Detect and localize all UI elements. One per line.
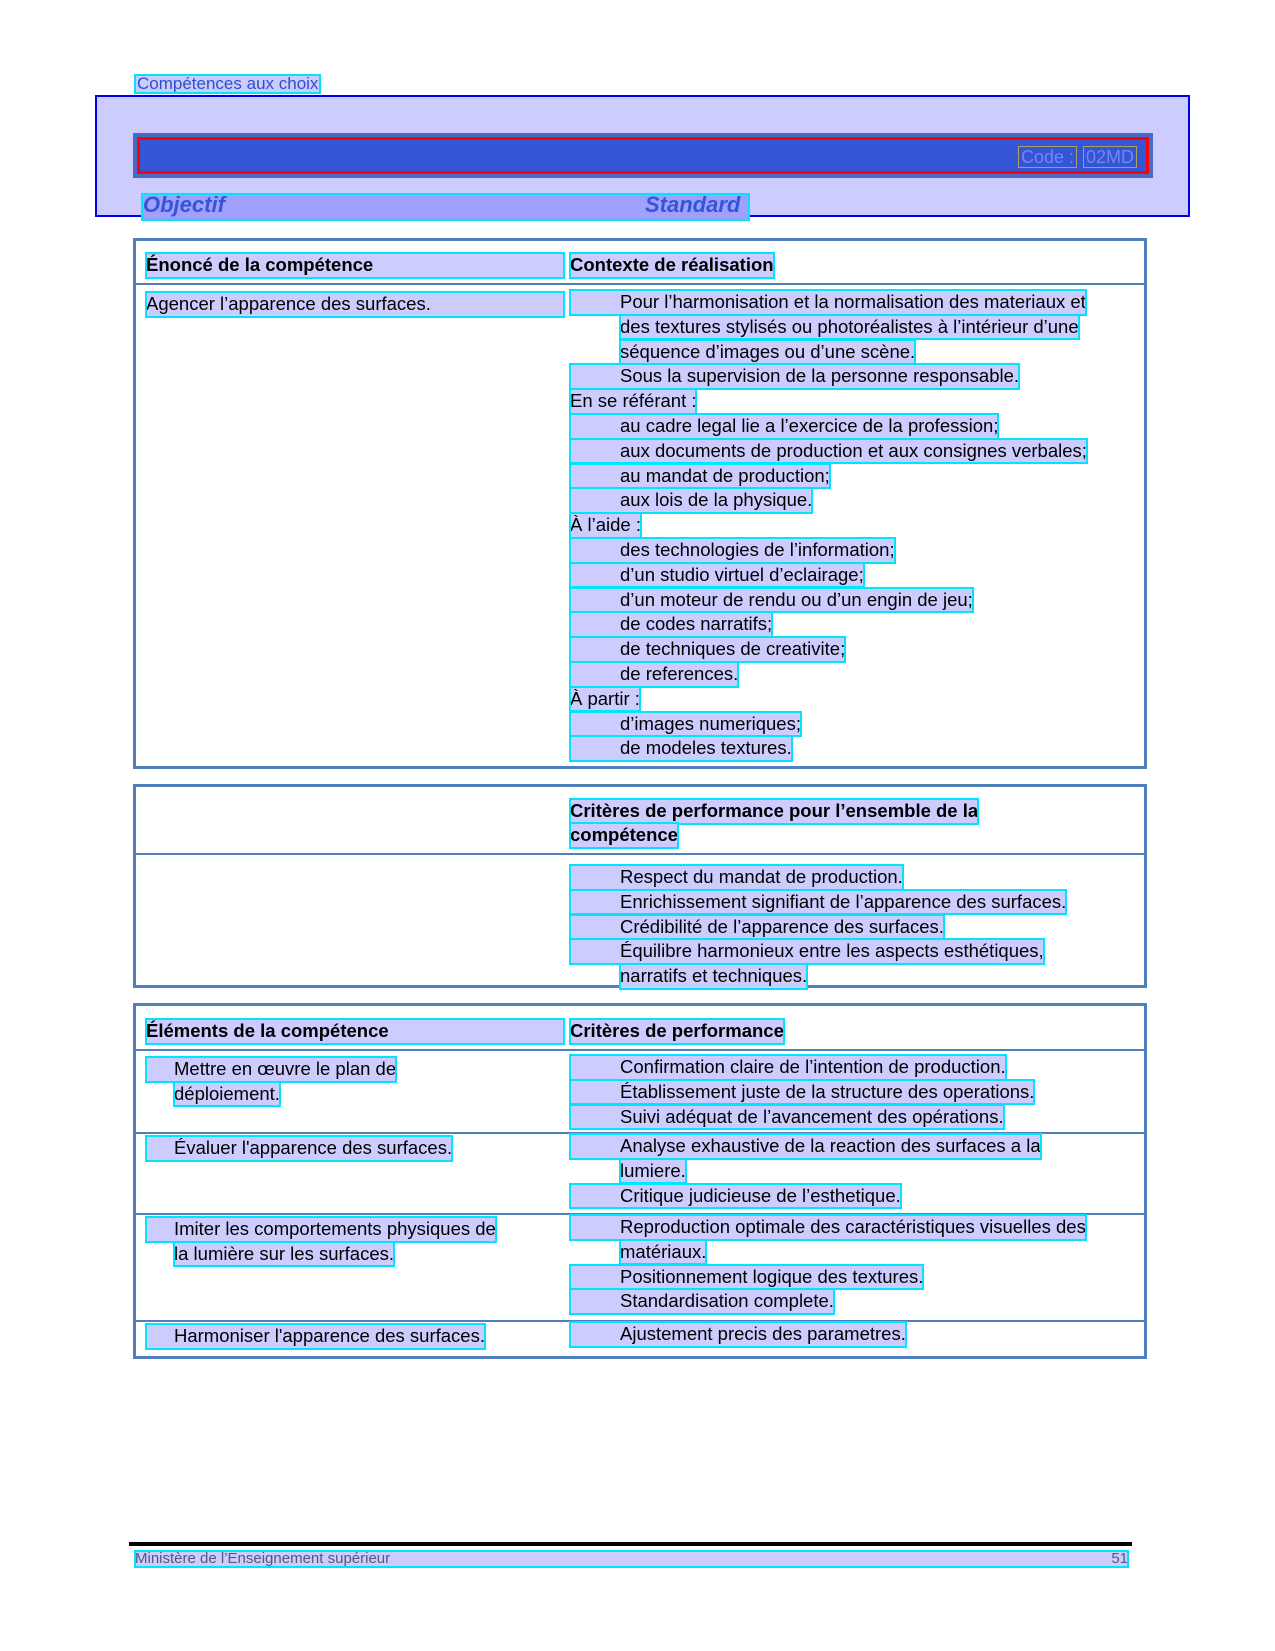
list-item: narratifs et techniques. — [620, 964, 807, 989]
header-divider — [136, 853, 1144, 855]
header-divider — [136, 283, 1144, 285]
list-item: Reproduction optimale des caractéristiques visuelles des — [570, 1215, 1086, 1240]
context-header: Contexte de réalisation — [570, 253, 774, 278]
element-text: la lumière sur les surfaces. — [174, 1242, 394, 1267]
element-text: Mettre en œuvre le plan de — [146, 1057, 396, 1082]
objective-label: Objectif — [143, 192, 225, 217]
list-item: Crédibilité de l’apparence des surfaces. — [570, 915, 944, 940]
global-criteria-header-line2: compétence — [570, 823, 678, 848]
list-item: d’un studio virtuel d’eclairage; — [570, 563, 864, 588]
list-item: Respect du mandat de production. — [570, 865, 903, 890]
statement-header: Énoncé de la compétence — [146, 253, 564, 278]
code-bar — [133, 133, 1153, 178]
list-item: Équilibre harmonieux entre les aspects esthétiques, — [570, 939, 1044, 964]
list-label: À partir : — [570, 687, 640, 712]
list-item: aux documents de production et aux consignes verbales; — [570, 439, 1087, 464]
list-item: d’images numeriques; — [570, 712, 801, 737]
list-item: des technologies de l’information; — [570, 538, 895, 563]
list-item: séquence d’images ou d’une scène. — [620, 340, 915, 365]
list-item: de modeles textures. — [570, 736, 792, 761]
element-text: déploiement. — [174, 1082, 280, 1107]
code-label: Code : — [1020, 147, 1074, 167]
footer-rule — [129, 1542, 1132, 1546]
list-item: Pour l’harmonisation et la normalisation des materiaux et — [570, 290, 1086, 315]
list-item: Enrichissement signifiant de l’apparence des surfaces. — [570, 890, 1066, 915]
header-divider — [136, 1049, 1144, 1051]
global-criteria-header-line1: Critères de performance pour l’ensemble de la — [570, 799, 978, 824]
element-text: Imiter les comportements physiques de — [146, 1217, 496, 1242]
list-item: des textures stylisés ou photoréalistes à l’intérieur d’une — [620, 315, 1079, 340]
list-item: Sous la supervision de la personne responsable. — [570, 364, 1019, 389]
list-item: Confirmation claire de l’intention de production. — [570, 1055, 1006, 1080]
elements-table — [133, 1003, 1147, 1359]
list-item: de codes narratifs; — [570, 612, 772, 637]
standard-label: Standard — [645, 192, 741, 217]
list-item: de techniques de creativite; — [570, 637, 845, 662]
list-item: matériaux. — [620, 1240, 706, 1265]
context-table — [133, 238, 1147, 769]
global-criteria-table — [133, 784, 1147, 988]
list-item: aux lois de la physique. — [570, 488, 812, 513]
page-number: 51 — [1111, 1550, 1128, 1567]
objective-standard-row — [143, 192, 748, 219]
elements-header: Éléments de la compétence — [146, 1019, 564, 1044]
list-item: Ajustement precis des parametres. — [570, 1322, 906, 1347]
list-item: Positionnement logique des textures. — [570, 1265, 923, 1290]
list-item: d’un moteur de rendu ou d’un engin de jeu; — [570, 588, 973, 613]
code-bar-inner — [137, 137, 1149, 174]
list-item: Suivi adéquat de l’avancement des opérations. — [570, 1105, 1004, 1130]
footer-ministry: Ministère de l’Enseignement supérieur — [135, 1550, 391, 1567]
code-label-group — [1019, 147, 1136, 167]
code-value: 02MD — [1085, 147, 1134, 167]
list-item: Analyse exhaustive de la reaction des surfaces a la — [570, 1134, 1041, 1159]
list-item: lumiere. — [620, 1159, 686, 1184]
list-label: En se référant : — [570, 389, 696, 414]
list-item: au cadre legal lie a l’exercice de la profession; — [570, 414, 998, 439]
list-item: au mandat de production; — [570, 464, 830, 489]
competency-statement: Agencer l’apparence des surfaces. — [146, 292, 564, 317]
list-item: Standardisation complete. — [570, 1289, 834, 1314]
element-text: Harmoniser l'apparence des surfaces. — [146, 1324, 485, 1349]
footer — [135, 1551, 1128, 1567]
section-title: Compétences aux choix — [137, 74, 319, 93]
list-item: Critique judicieuse de l’esthetique. — [570, 1184, 901, 1209]
list-item: de references. — [570, 662, 738, 687]
criteria-header: Critères de performance — [570, 1019, 784, 1044]
list-label: À l’aide : — [570, 513, 641, 538]
element-text: Évaluer l'apparence des surfaces. — [146, 1136, 452, 1161]
list-item: Établissement juste de la structure des operations. — [570, 1080, 1034, 1105]
